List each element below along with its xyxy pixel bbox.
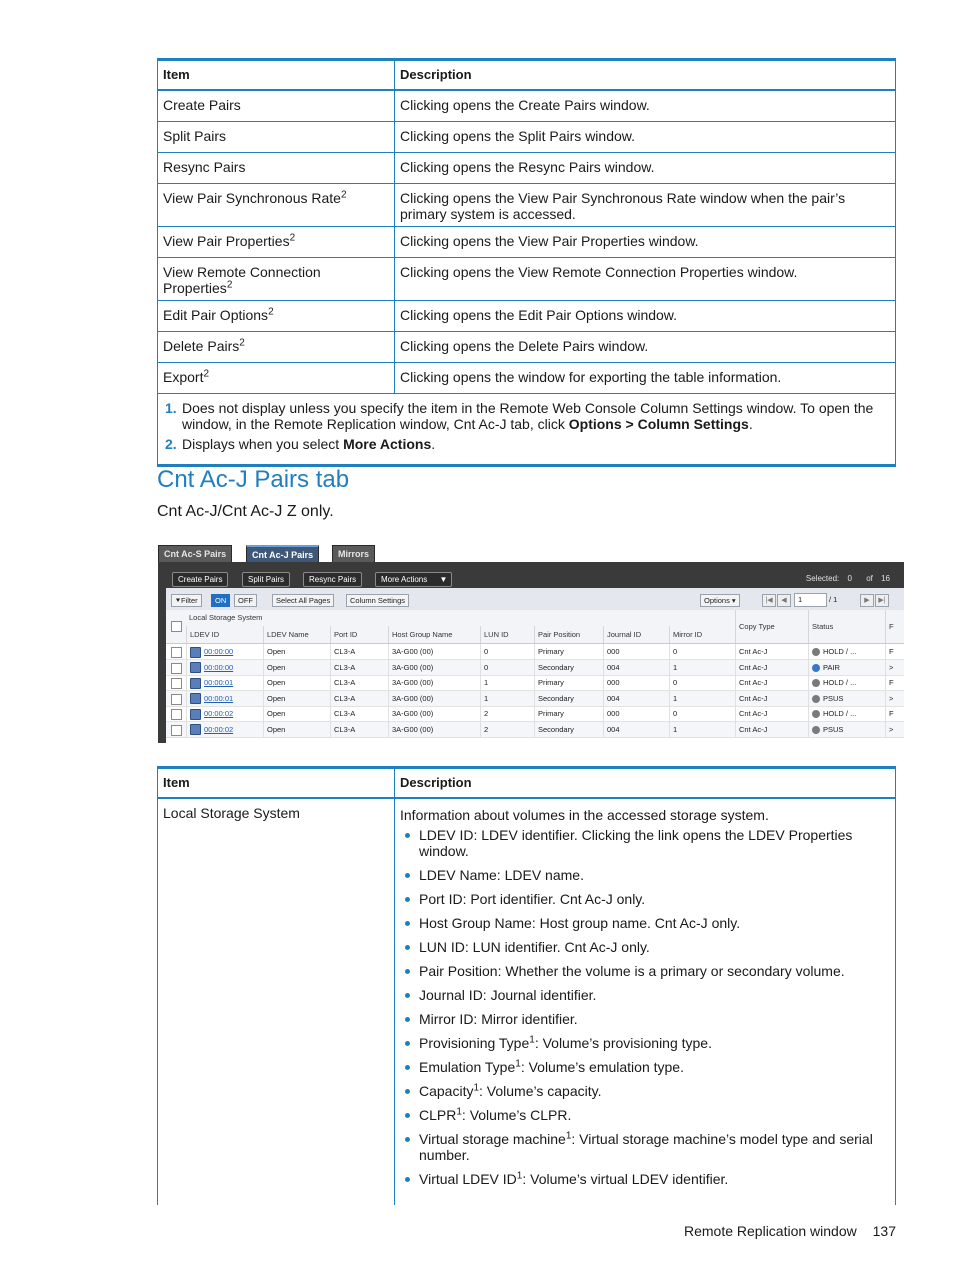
split-pairs-button[interactable]: Split Pairs bbox=[242, 572, 290, 587]
items-table-bottom bbox=[157, 766, 896, 1205]
chevron-down-icon: ▼ bbox=[439, 575, 448, 584]
table-row bbox=[158, 798, 896, 1205]
footnote-number: 1. bbox=[165, 400, 177, 416]
status-icon bbox=[812, 679, 820, 687]
footnote-marker: 1 bbox=[516, 1170, 523, 1182]
tab-strip bbox=[158, 544, 904, 562]
trailing-cell: F bbox=[885, 644, 904, 659]
bullet-text: Virtual storage machine bbox=[419, 1131, 566, 1147]
pair-position-cell: Primary bbox=[534, 644, 603, 659]
item-cell bbox=[158, 184, 395, 227]
item-label: Edit Pair Options bbox=[163, 307, 269, 323]
table-row[interactable] bbox=[166, 691, 904, 707]
mirror-id-cell: 0 bbox=[669, 706, 735, 721]
mirror-id-cell: 1 bbox=[669, 722, 735, 737]
pair-position-cell: Primary bbox=[534, 675, 603, 690]
row-checkbox[interactable] bbox=[171, 725, 182, 736]
status-text: PAIR bbox=[823, 662, 840, 672]
status-text: HOLD / ... bbox=[823, 647, 857, 656]
bullet-rest: : Volume’s emulation type. bbox=[520, 1059, 684, 1075]
status-text: HOLD / ... bbox=[823, 678, 857, 687]
footnote-marker: 2 bbox=[203, 368, 210, 380]
copy-type-cell: Cnt Ac-J bbox=[735, 691, 808, 706]
pairs-tab-screenshot bbox=[158, 544, 904, 743]
list-item bbox=[400, 1131, 890, 1163]
list-item bbox=[400, 827, 890, 859]
host-group-cell: 3A-G00 (00) bbox=[388, 722, 480, 737]
status-cell bbox=[808, 691, 885, 706]
port-id-cell: CL3-A bbox=[330, 722, 388, 737]
bullet-rest: : Volume’s CLPR. bbox=[461, 1107, 572, 1123]
grid-header bbox=[166, 610, 904, 644]
mirror-id-cell: 0 bbox=[669, 675, 735, 690]
footnote-marker: 1 bbox=[473, 1082, 480, 1094]
table-row[interactable] bbox=[166, 675, 904, 691]
selected-count: 0 bbox=[847, 574, 852, 583]
pair-position-cell: Secondary bbox=[534, 660, 603, 675]
bullet-rest: : Virtual storage machine’s model type and serial number. bbox=[419, 1131, 873, 1163]
item-cell bbox=[158, 153, 395, 184]
tab-cnt-ac-s-pairs[interactable]: Cnt Ac-S Pairs bbox=[158, 545, 232, 563]
item-cell bbox=[158, 301, 395, 332]
status-icon bbox=[812, 726, 820, 734]
ldev-id-text[interactable]: 00:00:00 bbox=[204, 647, 234, 656]
trailing-cell: F bbox=[885, 675, 904, 690]
row-checkbox[interactable] bbox=[171, 647, 182, 658]
list-item bbox=[400, 915, 890, 931]
row-checkbox[interactable] bbox=[171, 678, 182, 689]
copy-type-cell: Cnt Ac-J bbox=[735, 675, 808, 690]
description-cell: Clicking opens the window for exporting the table information. bbox=[395, 363, 896, 394]
description-cell: Clicking opens the View Pair Synchronous Rate window when the pair’s primary system is accessed. bbox=[395, 184, 896, 227]
lun-id-cell: 2 bbox=[480, 706, 534, 721]
row-checkbox[interactable] bbox=[171, 694, 182, 705]
item-cell bbox=[158, 90, 395, 122]
status-icon bbox=[812, 664, 820, 672]
select-all-pages-button[interactable]: Select All Pages bbox=[272, 594, 334, 607]
description-cell: Clicking opens the View Pair Properties window. bbox=[395, 227, 896, 258]
trailing-cell: F bbox=[885, 706, 904, 721]
selected-label: Selected: bbox=[805, 574, 840, 583]
journal-id-cell: 000 bbox=[603, 675, 669, 690]
bullet-text: LDEV ID: LDEV identifier. Clicking the link opens the LDEV Properties window. bbox=[419, 827, 853, 859]
mirror-id-cell: 1 bbox=[669, 691, 735, 706]
options-dropdown[interactable]: Options ▾ bbox=[700, 594, 740, 607]
description-cell: Clicking opens the Resync Pairs window. bbox=[395, 153, 896, 184]
col-status[interactable]: Status bbox=[808, 610, 885, 643]
bullet-text: LDEV Name: LDEV name. bbox=[419, 867, 584, 883]
description-cell: Clicking opens the Edit Pair Options window. bbox=[395, 301, 896, 332]
ldev-id-link[interactable] bbox=[186, 660, 263, 675]
footer-title: Remote Replication window bbox=[683, 1223, 857, 1239]
trailing-cell: > bbox=[885, 722, 904, 737]
ldev-icon bbox=[190, 709, 201, 720]
lun-id-cell: 0 bbox=[480, 644, 534, 659]
host-group-cell: 3A-G00 (00) bbox=[388, 706, 480, 721]
port-id-cell: CL3-A bbox=[330, 644, 388, 659]
of-label: of bbox=[866, 574, 873, 583]
bullet-text: LUN ID: LUN identifier. Cnt Ac-J only. bbox=[419, 939, 650, 955]
col-lun-id[interactable]: LUN ID bbox=[480, 626, 534, 643]
footnote-text: Displays when you select bbox=[182, 436, 344, 452]
select-all-checkbox[interactable] bbox=[171, 621, 182, 632]
lun-id-cell: 0 bbox=[480, 660, 534, 675]
more-actions-label: More Actions bbox=[381, 575, 428, 584]
footnote-bold: Options > Column Settings bbox=[568, 416, 749, 432]
status-text: HOLD / ... bbox=[823, 709, 857, 718]
col-ldev-id[interactable]: LDEV ID bbox=[186, 626, 263, 643]
table-row[interactable] bbox=[166, 660, 904, 676]
table-footnotes bbox=[158, 394, 896, 466]
footnote-number: 2. bbox=[165, 436, 177, 452]
col-host-group-name[interactable]: Host Group Name bbox=[388, 626, 480, 643]
table-row[interactable] bbox=[166, 722, 904, 738]
description-cell: Clicking opens the View Remote Connection Properties window. bbox=[395, 258, 896, 301]
table-row bbox=[158, 363, 896, 394]
bullet-text: Journal ID: Journal identifier. bbox=[419, 987, 597, 1003]
list-item bbox=[400, 939, 890, 955]
trailing-cell: > bbox=[885, 660, 904, 675]
section-heading: Cnt Ac-J Pairs tab bbox=[157, 466, 350, 493]
description-cell: Clicking opens the Delete Pairs window. bbox=[395, 332, 896, 363]
list-item bbox=[400, 867, 890, 883]
footnotes-cell bbox=[158, 394, 896, 466]
item-label: Export bbox=[163, 369, 204, 385]
ldev-id-text[interactable]: 00:00:02 bbox=[204, 709, 234, 718]
page-number-input[interactable]: 1 bbox=[794, 593, 827, 607]
row-checkbox[interactable] bbox=[171, 709, 182, 720]
col-copy-type[interactable]: Copy Type bbox=[735, 610, 808, 643]
table-header-description: Description bbox=[395, 60, 896, 91]
footnote-marker: 1 bbox=[529, 1034, 535, 1046]
footnote-marker: 2 bbox=[289, 232, 296, 244]
status-text: PSUS bbox=[823, 693, 844, 703]
first-page-icon[interactable]: |◀ bbox=[762, 594, 776, 607]
status-icon bbox=[812, 648, 820, 656]
footnote-marker: 1 bbox=[456, 1106, 462, 1118]
ldev-id-link[interactable] bbox=[186, 675, 263, 690]
bullet-text: Host Group Name: Host group name. Cnt Ac-J only. bbox=[419, 915, 741, 931]
filter-button[interactable]: ⯆Filter bbox=[171, 594, 202, 607]
item-cell bbox=[158, 258, 395, 301]
ldev-id-link[interactable] bbox=[186, 706, 263, 721]
status-icon bbox=[812, 695, 820, 703]
ldev-id-link[interactable] bbox=[186, 691, 263, 706]
col-pair-position[interactable]: Pair Position bbox=[534, 626, 603, 643]
item-label: View Pair Properties bbox=[163, 233, 290, 249]
port-id-cell: CL3-A bbox=[330, 660, 388, 675]
tab-cnt-ac-j-pairs[interactable]: Cnt Ac-J Pairs bbox=[246, 545, 319, 564]
filter-off-toggle[interactable]: OFF bbox=[234, 594, 257, 607]
prev-page-icon[interactable]: ◀ bbox=[777, 594, 791, 607]
trailing-cell: > bbox=[885, 691, 904, 706]
section-subtext: Cnt Ac-J/Cnt Ac-J Z only. bbox=[157, 503, 334, 520]
port-id-cell: CL3-A bbox=[330, 706, 388, 721]
more-actions-button[interactable] bbox=[375, 572, 452, 587]
column-settings-button[interactable]: Column Settings bbox=[346, 594, 409, 607]
footnote-item bbox=[163, 400, 890, 432]
journal-id-cell: 000 bbox=[603, 706, 669, 721]
item-cell bbox=[158, 122, 395, 153]
port-id-cell: CL3-A bbox=[330, 691, 388, 706]
mirror-id-cell: 1 bbox=[669, 660, 735, 675]
list-item bbox=[400, 1107, 890, 1123]
bullet-text: Emulation Type bbox=[419, 1059, 516, 1075]
copy-type-cell: Cnt Ac-J bbox=[735, 722, 808, 737]
bullet-text: CLPR bbox=[419, 1107, 457, 1123]
item-label: View Remote Connection Properties bbox=[163, 264, 321, 296]
col-trailing[interactable]: F bbox=[885, 610, 904, 643]
footnote-list bbox=[163, 400, 890, 452]
row-checkbox[interactable] bbox=[171, 663, 182, 674]
status-cell bbox=[808, 660, 885, 675]
pairs-grid bbox=[166, 610, 904, 743]
item-label: Delete Pairs bbox=[163, 338, 240, 354]
selection-counter bbox=[806, 574, 890, 583]
journal-id-cell: 004 bbox=[603, 691, 669, 706]
list-item bbox=[400, 1059, 890, 1075]
bullet-text: Capacity bbox=[419, 1083, 474, 1099]
group-header-local-storage: Local Storage System bbox=[189, 613, 263, 622]
ldev-icon bbox=[190, 693, 201, 704]
create-pairs-button[interactable]: Create Pairs bbox=[172, 572, 228, 587]
lun-id-cell: 1 bbox=[480, 691, 534, 706]
footnote-tail: . bbox=[431, 436, 436, 452]
ldev-id-text[interactable]: 00:00:00 bbox=[204, 662, 234, 672]
filter-bar bbox=[166, 588, 904, 611]
table-header-item: Item bbox=[158, 60, 395, 91]
ldev-icon bbox=[190, 662, 201, 673]
table-row bbox=[158, 332, 896, 363]
list-item bbox=[400, 1171, 890, 1187]
page-number: 137 bbox=[872, 1223, 896, 1239]
footnote-marker: 2 bbox=[239, 337, 245, 349]
footnote-marker: 2 bbox=[226, 279, 233, 291]
copy-type-cell: Cnt Ac-J bbox=[735, 660, 808, 675]
ldev-id-link[interactable] bbox=[186, 722, 263, 737]
ldev-name-cell: Open bbox=[263, 706, 330, 721]
lun-id-cell: 1 bbox=[480, 675, 534, 690]
table-row bbox=[158, 153, 896, 184]
table-row bbox=[158, 122, 896, 153]
ldev-icon bbox=[190, 647, 201, 658]
item-label: Split Pairs bbox=[163, 128, 227, 144]
table-row[interactable] bbox=[166, 644, 904, 660]
bullet-rest: : Volume’s provisioning type. bbox=[534, 1035, 712, 1051]
lun-id-cell: 2 bbox=[480, 722, 534, 737]
pairs-panel bbox=[166, 588, 904, 743]
port-id-cell: CL3-A bbox=[330, 675, 388, 690]
bullet-text: Provisioning Type bbox=[419, 1035, 530, 1051]
ldev-name-cell: Open bbox=[263, 691, 330, 706]
copy-type-cell: Cnt Ac-J bbox=[735, 706, 808, 721]
col-mirror-id[interactable]: Mirror ID bbox=[669, 626, 735, 643]
list-item bbox=[400, 891, 890, 907]
table-row bbox=[158, 184, 896, 227]
table-header-description: Description bbox=[395, 768, 896, 799]
description-intro: Information about volumes in the accessed storage system. bbox=[400, 807, 769, 823]
pair-position-cell: Primary bbox=[534, 706, 603, 721]
status-cell bbox=[808, 722, 885, 737]
bullet-text: Virtual LDEV ID bbox=[419, 1171, 517, 1187]
footnote-tail: . bbox=[748, 416, 753, 432]
table-row bbox=[158, 301, 896, 332]
list-item bbox=[400, 1011, 890, 1027]
action-toolbar bbox=[158, 562, 904, 588]
item-cell bbox=[158, 332, 395, 363]
table-row bbox=[158, 258, 896, 301]
list-item bbox=[400, 987, 890, 1003]
col-journal-id[interactable]: Journal ID bbox=[603, 626, 669, 643]
footnote-marker: 1 bbox=[515, 1058, 521, 1070]
ldev-name-cell: Open bbox=[263, 675, 330, 690]
tab-mirrors[interactable]: Mirrors bbox=[332, 545, 375, 563]
items-table-top bbox=[157, 58, 896, 467]
copy-type-cell: Cnt Ac-J bbox=[735, 644, 808, 659]
ldev-icon bbox=[190, 678, 201, 689]
bullet-text: Mirror ID: Mirror identifier. bbox=[419, 1011, 578, 1027]
item-cell bbox=[158, 227, 395, 258]
filter-on-toggle[interactable]: ON bbox=[211, 594, 230, 607]
list-item bbox=[400, 963, 890, 979]
footnote-bold: More Actions bbox=[343, 436, 432, 452]
description-cell: Clicking opens the Split Pairs window. bbox=[395, 122, 896, 153]
item-label: Resync Pairs bbox=[163, 159, 246, 175]
ldev-id-text[interactable]: 00:00:01 bbox=[204, 693, 234, 703]
total-count: 16 bbox=[881, 574, 890, 583]
host-group-cell: 3A-G00 (00) bbox=[388, 675, 480, 690]
pair-position-cell: Secondary bbox=[534, 691, 603, 706]
col-ldev-name[interactable]: LDEV Name bbox=[263, 626, 330, 643]
host-group-cell: 3A-G00 (00) bbox=[388, 660, 480, 675]
table-row bbox=[158, 227, 896, 258]
page-total: / 1 bbox=[829, 595, 838, 604]
table-row bbox=[158, 90, 896, 122]
item-label: Create Pairs bbox=[163, 97, 241, 113]
footnote-marker: 1 bbox=[565, 1130, 572, 1142]
bullet-rest: : Volume’s virtual LDEV identifier. bbox=[522, 1171, 729, 1187]
journal-id-cell: 004 bbox=[603, 660, 669, 675]
footnote-text: Does not display unless you specify the item in the Remote Web Console Column Settings window. To open the window, in the Remote Replication window, Cnt Ac-J tab, click bbox=[182, 400, 874, 432]
ldev-id-text[interactable]: 00:00:01 bbox=[204, 678, 234, 687]
status-cell bbox=[808, 706, 885, 721]
list-item bbox=[400, 1035, 890, 1051]
item-cell bbox=[158, 363, 395, 394]
ldev-id-link[interactable] bbox=[186, 644, 263, 659]
ldev-name-cell: Open bbox=[263, 722, 330, 737]
list-item bbox=[400, 1083, 890, 1099]
bullet-rest: : Volume’s capacity. bbox=[479, 1083, 602, 1099]
description-bullets bbox=[400, 827, 890, 1187]
bullet-text: Port ID: Port identifier. Cnt Ac-J only. bbox=[419, 891, 646, 907]
status-text: PSUS bbox=[823, 724, 844, 734]
description-cell: Clicking opens the Create Pairs window. bbox=[395, 90, 896, 122]
bullet-text: Pair Position: Whether the volume is a primary or secondary volume. bbox=[419, 963, 845, 979]
journal-id-cell: 000 bbox=[603, 644, 669, 659]
footnote-marker: 2 bbox=[268, 306, 274, 318]
item-label: View Pair Synchronous Rate bbox=[163, 190, 341, 206]
host-group-cell: 3A-G00 (00) bbox=[388, 691, 480, 706]
journal-id-cell: 004 bbox=[603, 722, 669, 737]
page-footer bbox=[684, 1223, 896, 1239]
status-cell bbox=[808, 644, 885, 659]
status-cell bbox=[808, 675, 885, 690]
ldev-name-cell: Open bbox=[263, 660, 330, 675]
item-cell: Local Storage System bbox=[158, 798, 395, 1205]
status-icon bbox=[812, 710, 820, 718]
resync-pairs-button[interactable]: Resync Pairs bbox=[303, 572, 362, 587]
table-row[interactable] bbox=[166, 706, 904, 722]
ldev-name-cell: Open bbox=[263, 644, 330, 659]
ldev-id-text[interactable]: 00:00:02 bbox=[204, 724, 234, 734]
mirror-id-cell: 0 bbox=[669, 644, 735, 659]
footnote-item bbox=[163, 436, 890, 452]
col-port-id[interactable]: Port ID bbox=[330, 626, 388, 643]
ldev-icon bbox=[190, 724, 201, 735]
table-header-item: Item bbox=[158, 768, 395, 799]
host-group-cell: 3A-G00 (00) bbox=[388, 644, 480, 659]
last-page-icon[interactable]: ▶| bbox=[875, 594, 889, 607]
pair-position-cell: Secondary bbox=[534, 722, 603, 737]
footnote-marker: 2 bbox=[340, 189, 347, 201]
description-cell bbox=[395, 798, 896, 1205]
next-page-icon[interactable]: ▶ bbox=[860, 594, 874, 607]
